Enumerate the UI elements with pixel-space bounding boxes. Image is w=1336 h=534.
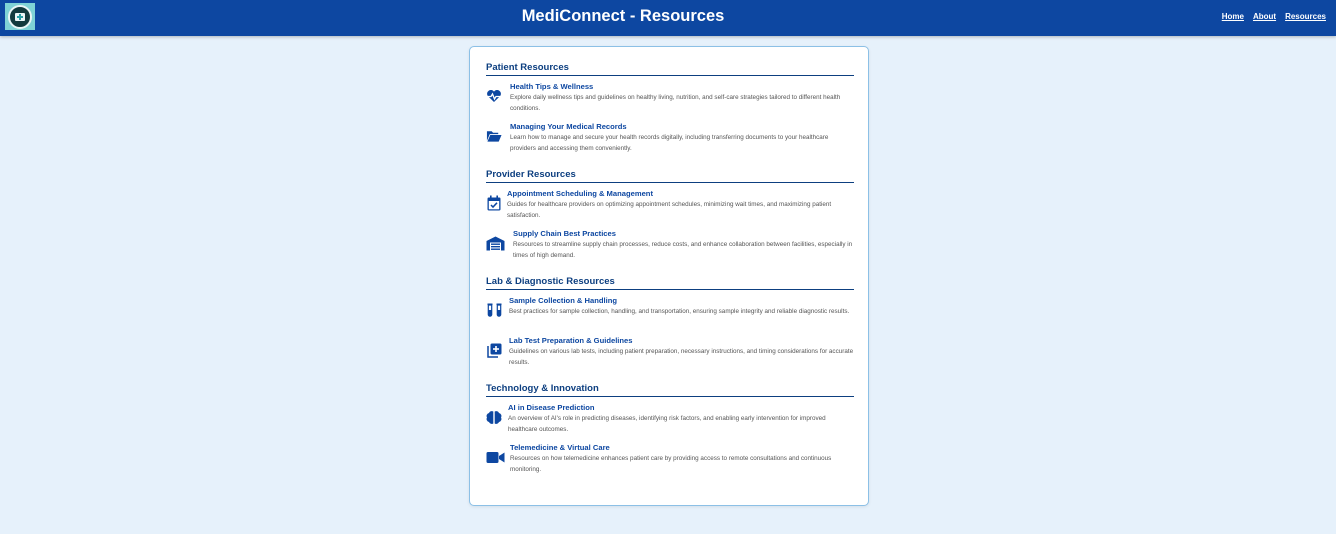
item-title[interactable]: Sample Collection & Handling bbox=[509, 296, 618, 305]
list-item[interactable] bbox=[486, 189, 854, 229]
section-provider-resources bbox=[486, 169, 854, 269]
item-description: An overview of AI's role in predicting diseases, identifying risk factors, and enabling early intervention for improved healthcare outcomes. bbox=[508, 415, 826, 433]
item-description: Best practices for sample collection, handling, and transportation, ensuring sample integrity and reliable diagnostic results. bbox=[509, 308, 850, 315]
warehouse-icon bbox=[486, 235, 505, 251]
top-header bbox=[0, 0, 1336, 36]
list-item[interactable] bbox=[486, 336, 854, 376]
section-title: Technology & Innovation bbox=[486, 383, 854, 397]
heart-pulse-icon bbox=[486, 88, 502, 104]
nav-about-link[interactable]: About bbox=[1252, 12, 1277, 21]
vials-icon bbox=[486, 302, 502, 318]
item-description: Guides for healthcare providers on optimizing appointment schedules, minimizing wait times, and maximizing patient satisfaction. bbox=[507, 201, 832, 219]
item-title[interactable]: Telemedicine & Virtual Care bbox=[510, 443, 610, 452]
item-description: Explore daily wellness tips and guidelines on healthy living, nutrition, and self-care strategies tailored to different health conditions. bbox=[510, 94, 841, 112]
item-description: Resources to streamline supply chain processes, reduce costs, and enhance collaboration between facilities, especially in times of high demand. bbox=[513, 241, 853, 259]
section-lab-diagnostic-resources bbox=[486, 276, 854, 376]
item-title[interactable]: Supply Chain Best Practices bbox=[513, 229, 616, 238]
video-camera-icon bbox=[486, 449, 505, 465]
item-description: Learn how to manage and secure your health records digitally, including transferring documents to your healthcare providers and accessing them conveniently. bbox=[510, 134, 829, 152]
item-title[interactable]: Health Tips & Wellness bbox=[510, 82, 594, 91]
item-description: Resources on how telemedicine enhances patient care by providing access to remote consultations and continuous monitoring. bbox=[510, 455, 832, 473]
nav-home-link[interactable]: Home bbox=[1221, 12, 1244, 21]
item-title[interactable]: Managing Your Medical Records bbox=[510, 122, 627, 131]
list-item[interactable] bbox=[486, 229, 854, 269]
calendar-check-icon bbox=[486, 195, 502, 211]
item-title[interactable]: Lab Test Preparation & Guidelines bbox=[509, 336, 633, 345]
resources-card bbox=[469, 46, 869, 506]
list-item[interactable] bbox=[486, 403, 854, 443]
list-item[interactable] bbox=[486, 443, 854, 483]
item-title[interactable]: AI in Disease Prediction bbox=[508, 403, 595, 412]
page-title: MediConnect - Resources bbox=[521, 7, 725, 25]
list-item[interactable] bbox=[486, 122, 854, 162]
nav-resources-link[interactable]: Resources bbox=[1285, 12, 1326, 21]
section-title: Patient Resources bbox=[486, 62, 854, 76]
item-description: Guidelines on various lab tests, including patient preparation, necessary instructions, and timing considerations for accurate results. bbox=[509, 348, 854, 366]
list-item[interactable] bbox=[486, 296, 854, 336]
medical-files-icon bbox=[486, 342, 502, 358]
top-nav bbox=[1222, 12, 1326, 21]
item-title[interactable]: Appointment Scheduling & Management bbox=[507, 189, 653, 198]
section-title: Provider Resources bbox=[486, 169, 854, 183]
section-title: Lab & Diagnostic Resources bbox=[486, 276, 854, 290]
list-item[interactable] bbox=[486, 82, 854, 122]
folder-open-icon bbox=[486, 128, 502, 144]
section-technology-innovation bbox=[486, 383, 854, 483]
brain-icon bbox=[486, 409, 502, 425]
section-patient-resources bbox=[486, 62, 854, 162]
